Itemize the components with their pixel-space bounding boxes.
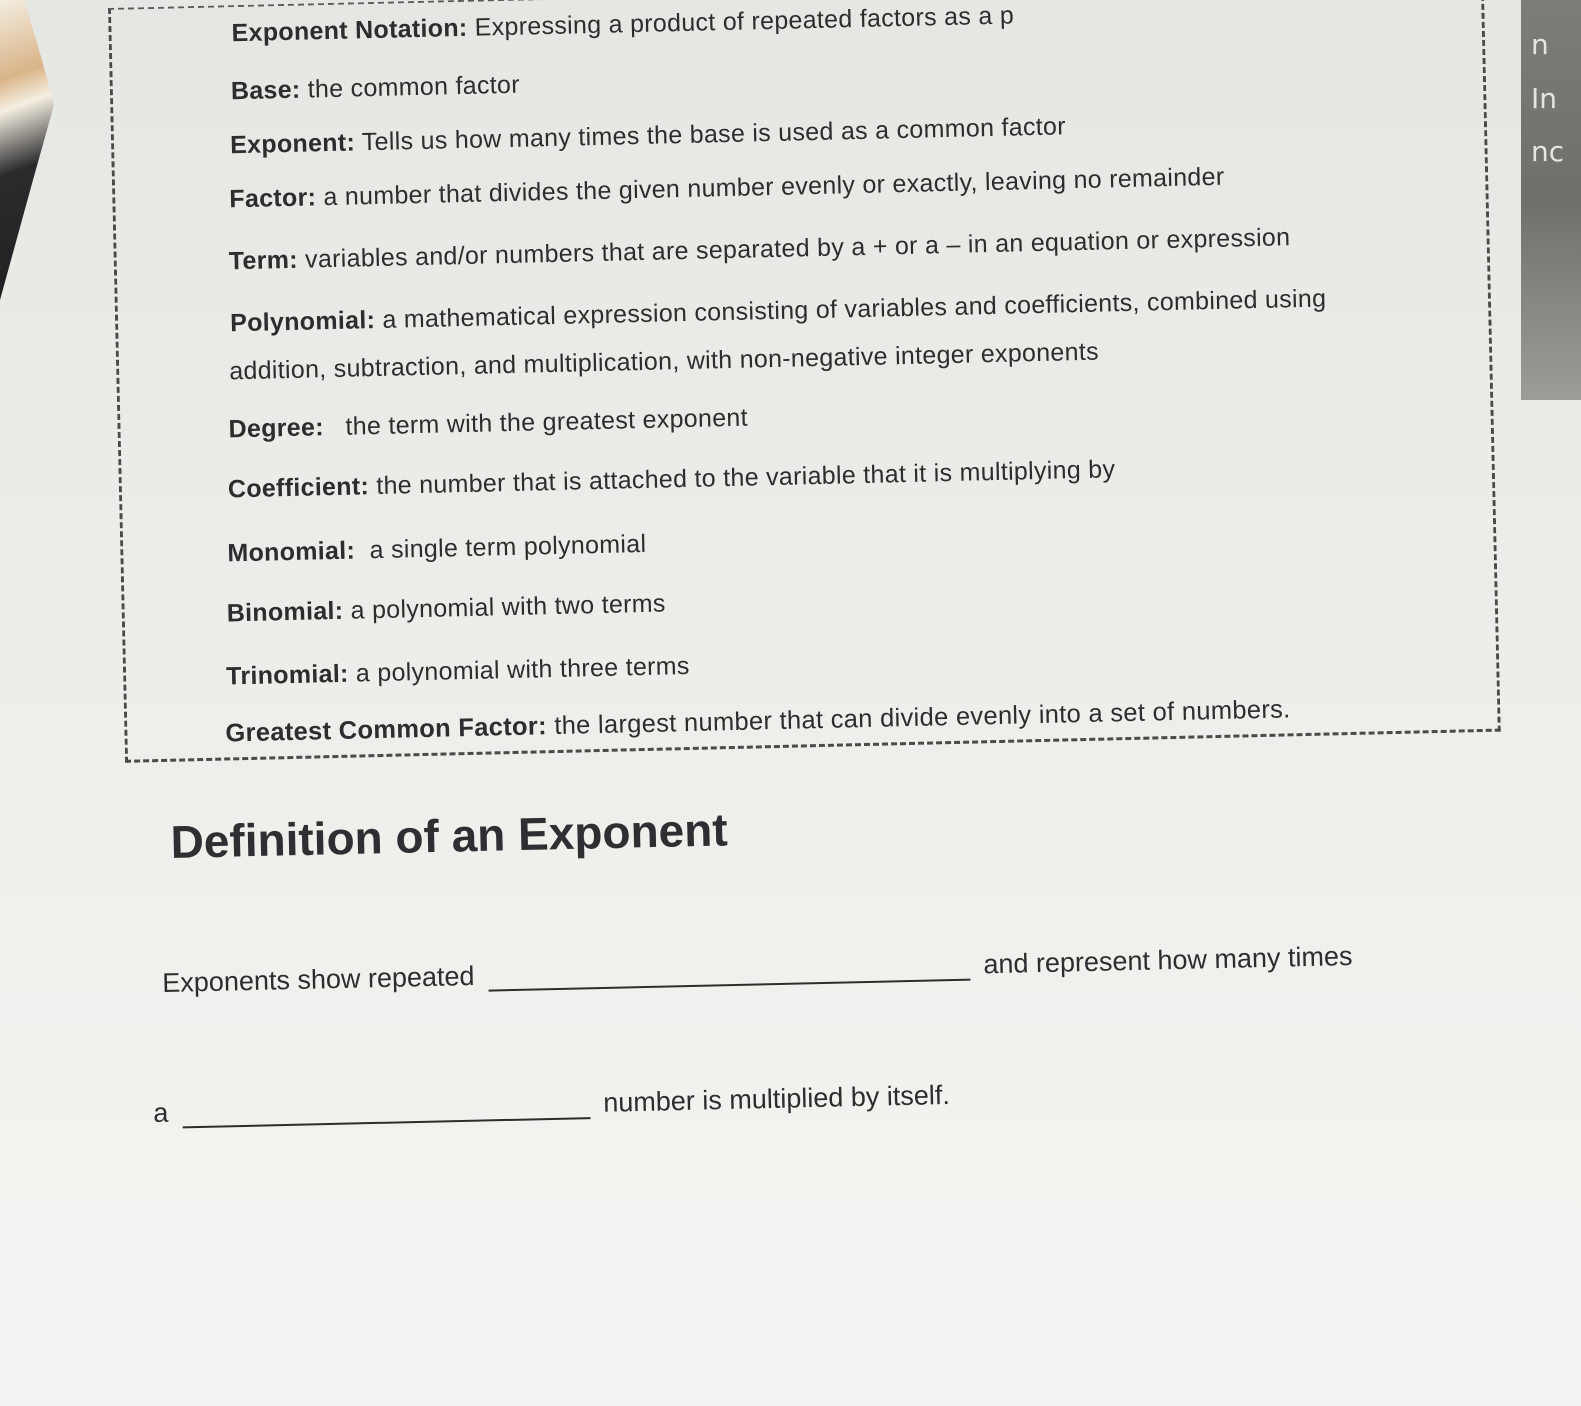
fill-in-text: number is multiplied by itself. <box>602 1079 951 1118</box>
glossary-term: Degree: <box>228 413 325 444</box>
answer-blank-1[interactable] <box>488 951 971 992</box>
glossary-definition: a polynomial with three terms <box>348 651 690 688</box>
glossary-definition: a single term polynomial <box>354 529 647 565</box>
answer-blank-2[interactable] <box>182 1089 591 1128</box>
glossary-term: Exponent: <box>229 128 356 160</box>
glossary-term: Term: <box>228 245 299 276</box>
glossary-entry <box>228 455 1116 504</box>
glossary-entry <box>231 1 1014 48</box>
glossary-definition: the term with the greatest exponent <box>323 403 749 442</box>
glossary-definition: Tells us how many times the base is used as a common factor <box>354 112 1067 157</box>
glossary-definition: the largest number that can divide evenly into a set of numbers. <box>546 695 1291 741</box>
glossary-term: Polynomial: <box>229 306 376 338</box>
glossary-definition: a mathematical expression consisting of variables and coefficients, combined using <box>374 284 1327 335</box>
fill-in-line-2 <box>153 1080 950 1129</box>
glossary-entry <box>226 652 690 692</box>
glossary-entry <box>228 223 1290 276</box>
glossary-term: Exponent Notation: <box>231 13 468 48</box>
glossary-definition: the number that is attached to the variable that it is multiplying by <box>368 455 1116 501</box>
glossary-box <box>108 0 1501 763</box>
glossary-definition: variables and/or numbers that are separated by a + or a – in an equation or expression <box>297 223 1291 274</box>
glossary-entry <box>225 695 1291 748</box>
glossary-term: Monomial: <box>227 536 356 568</box>
fill-in-text: and represent how many times <box>983 940 1353 980</box>
glossary-term: Coefficient: <box>227 472 370 504</box>
glossary-term: Base: <box>230 75 301 106</box>
glossary-entry <box>229 163 1225 215</box>
glossary-term: Trinomial: <box>225 659 349 691</box>
right-page-fragment: n <box>1531 28 1549 61</box>
glossary-term: Factor: <box>229 183 317 214</box>
right-page-fragment: nc <box>1531 135 1565 168</box>
fill-in-text: a <box>153 1097 169 1128</box>
glossary-definition: addition, subtraction, and multiplication, with non-negative integer exponents <box>228 337 1100 386</box>
section-title: Definition of an Exponent <box>170 803 729 868</box>
glossary-entry <box>230 112 1066 160</box>
glossary-term: Binomial: <box>226 596 344 628</box>
glossary-entry <box>228 404 748 445</box>
glossary-entry <box>230 284 1327 338</box>
glossary-entry <box>227 530 647 568</box>
glossary-definition: Expressing a product of repeated factors as a p <box>467 1 1015 42</box>
glossary-definition: the common factor <box>300 70 521 104</box>
glossary-term: Greatest Common Factor: <box>225 712 548 748</box>
glossary-entry <box>226 590 666 629</box>
fill-in-text: Exponents show repeated <box>162 960 475 998</box>
fill-in-line-1 <box>162 941 1353 999</box>
glossary-definition: a number that divides the given number evenly or exactly, leaving no remainder <box>315 162 1225 212</box>
adjacent-page <box>1521 0 1581 400</box>
glossary-entry <box>231 71 521 107</box>
right-page-fragment: In <box>1531 82 1558 115</box>
background-edge <box>0 0 60 300</box>
glossary-entry-continued <box>229 338 1099 387</box>
glossary-definition: a polynomial with two terms <box>343 589 666 625</box>
